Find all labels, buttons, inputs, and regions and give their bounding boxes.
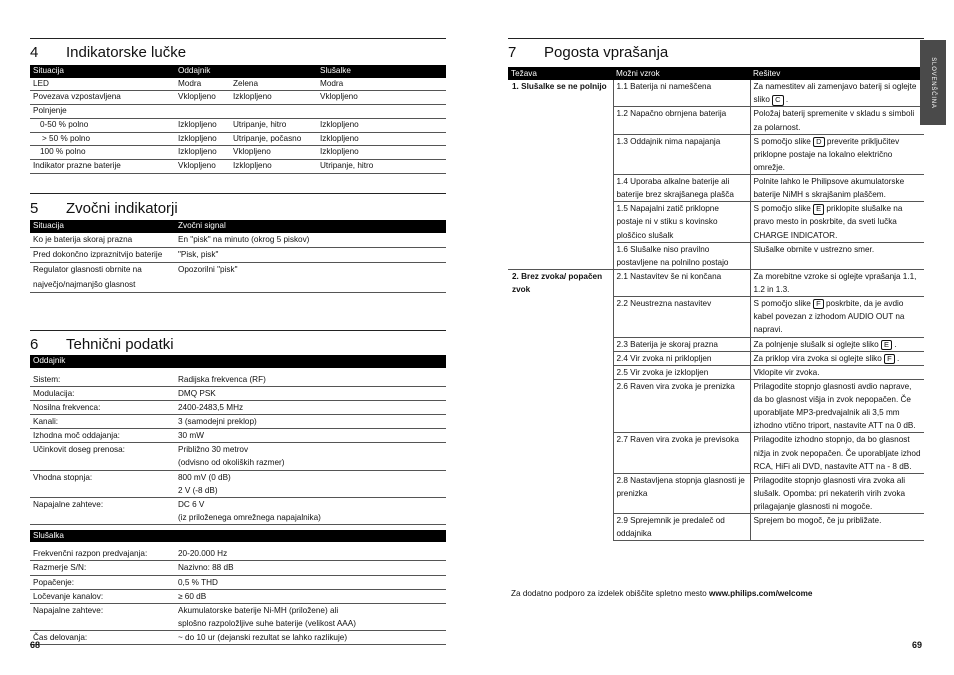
col-header: Oddajnik	[175, 65, 317, 78]
figure-ref-f: F	[813, 299, 824, 309]
spec-row: Sistem: Radijska frekvenca (RF)	[30, 373, 446, 387]
table-row: Indikator prazne baterije Vklopljeno Izklopljeno Utripanje, hitro	[30, 159, 446, 173]
spec-row: Nosilna frekvenca: 2400-2483,5 MHz	[30, 400, 446, 414]
table-row: 100 % polno Izklopljeno Vklopljeno Izklopljeno	[30, 146, 446, 160]
section-6-heading: 6 Tehnični podatki	[30, 336, 174, 353]
indicator-table	[30, 65, 446, 174]
faq-row: 2.7 Raven vira zvoka je previsoka Prilagodite izhodno stopnjo, da bo glasnost nižja in zvok nepopačen. Če uporabljate izhod RCA, HiFi ali DVD, nastavite ATT na - 8 dB.	[508, 433, 924, 473]
faq-row: 2. Brez zvoka/ popačen zvok 2.1 Nastavitev še ni končana Za morebitne vzroke si oglejte vprašanja 1.1, 1.2 in 1.3.	[508, 269, 924, 296]
spec-row: Kanali: 3 (samodejni preklop)	[30, 415, 446, 429]
support-link[interactable]: www.philips.com/welcome	[709, 589, 813, 598]
faq-row: 1.6 Slušalke niso pravilno postavljene na polnilno postajo Slušalke obrnite v ustrezno smer.	[508, 242, 924, 269]
table-header: Situacija Zvočni signal	[30, 220, 446, 233]
language-tab: SLOVENŠČINA	[920, 40, 946, 125]
table-row: Pred dokončno izpraznitvijo baterije "Pisk, pisk"	[30, 248, 446, 263]
spec-row: Napajalne zahteve: DC 6 V (iz priloženega omrežnega napajalnika)	[30, 497, 446, 524]
table-subheader: LED Modra Zelena Modra	[30, 78, 446, 91]
faq-row: 1.2 Napačno obrnjena baterija Položaj baterij spremenite v skladu s simboli za polarnost.	[508, 107, 924, 134]
faq-row: 1.4 Uporaba alkalne baterije ali baterije brez skrajšanega plašča Polnite lahko le Philipsove akumulatorske baterije NiMH s skrajšanim plaščem.	[508, 175, 924, 202]
faq-row: 2.8 Nastavljena stopnja glasnosti je prenizka Prilagodite stopnjo glasnosti vira zvoka ali slušalk. Opomba: pri nekaterih virih zvoka prilagajanje glasnosti ni mogoče.	[508, 473, 924, 513]
specs-table	[30, 355, 446, 645]
spec-row: Čas delovanja: ~ do 10 ur (dejanski rezultat se lahko razlikuje)	[30, 631, 446, 645]
faq-row: 2.2 Neustrezna nastavitev S pomočjo slike F poskrbite, da je avdio kabel povezan z izhodom AUDIO OUT na napravi.	[508, 297, 924, 337]
faq-row: 2.5 Vir zvoka je izklopljen Vklopite vir zvoka.	[508, 365, 924, 379]
figure-ref-d: D	[813, 137, 824, 147]
table-row: Polnjenje	[30, 105, 446, 119]
figure-ref-f: F	[884, 354, 895, 364]
col-header: Slušalke	[317, 65, 446, 78]
table-row: Povezava vzpostavljena Vklopljeno Izklopljeno Vklopljeno	[30, 91, 446, 105]
faq-row: 2.3 Baterija je skoraj prazna Za polnjenje slušalk si oglejte sliko E .	[508, 337, 924, 351]
section-bar: Oddajnik	[30, 355, 446, 368]
section-7-heading: 7 Pogosta vprašanja	[508, 44, 669, 61]
page-number-right: 69	[912, 640, 923, 650]
figure-ref-c: C	[772, 95, 783, 105]
faq-row: 2.9 Sprejemnik je predaleč od oddajnika Sprejem bo mogoč, če ju približate.	[508, 514, 924, 541]
divider	[508, 38, 924, 39]
divider	[30, 330, 446, 331]
table-row: > 50 % polno Izklopljeno Utripanje, počasno Izklopljeno	[30, 132, 446, 146]
spec-row: Ločevanje kanalov: ≥ 60 dB	[30, 589, 446, 603]
faq-row: 2.6 Raven vira zvoka je prenizka Prilagodite stopnjo glasnosti avdio naprave, da bo glasnost višja in zvok nepopačen. Če uporabljate MP3-predvajalnik ali 3,5 mm izhodno vtično triport, nastavite ATT na 0 dB.	[508, 379, 924, 433]
spec-row: Napajalne zahteve: Akumulatorske baterije Ni-MH (priložene) ali splošno razpoložljive suhe baterije (velikost AAA)	[30, 603, 446, 630]
divider	[30, 38, 446, 39]
faq-row: 1. Slušalke se ne polnijo 1.1 Baterija ni nameščena Za namestitev ali zamenjavo baterij si oglejte sliko C .	[508, 80, 924, 107]
table-row: 0-50 % polno Izklopljeno Utripanje, hitro Izklopljeno	[30, 118, 446, 132]
section-5-heading: 5 Zvočni indikatorji	[30, 200, 178, 217]
table-header: Težava Možni vzrok Rešitev	[508, 67, 924, 80]
spec-row: Učinkovit doseg prenosa: Približno 30 metrov (odvisno od okoliških razmer)	[30, 443, 446, 470]
col-header: Situacija	[30, 65, 175, 78]
section-bar: Slušalka	[30, 530, 446, 543]
spec-row: Izhodna moč oddajanja: 30 mW	[30, 429, 446, 443]
spec-row: Vhodna stopnja: 800 mV (0 dB) 2 V (-8 dB)	[30, 470, 446, 497]
table-row: Ko je baterija skoraj prazna En "pisk" na minuto (okrog 5 piskov)	[30, 233, 446, 248]
figure-ref-e: E	[813, 204, 824, 214]
faq-row: 1.3 Oddajnik nima napajanja S pomočjo slike D preverite priključitev priklopne postaje na lokalno električno omrežje.	[508, 134, 924, 174]
divider	[30, 193, 446, 194]
sound-indicator-table	[30, 220, 446, 293]
faq-row: 1.5 Napajalni zatič priklopne postaje ni v stiku s kovinsko ploščico slušalk S pomočjo slike E priklopite slušalke na pravo mesto in poskrbite, da sveti lučka CHARGE INDICATOR.	[508, 202, 924, 242]
page-number-left: 68	[30, 640, 41, 650]
spec-row: Popačenje: 0,5 % THD	[30, 575, 446, 589]
faq-row: 2.4 Vir zvoka ni priklopljen Za priklop vira zvoka si oglejte sliko F .	[508, 351, 924, 365]
section-4-heading: 4 Indikatorske lučke	[30, 44, 187, 61]
table-header	[30, 65, 446, 78]
figure-ref-e: E	[881, 340, 892, 350]
support-note: Za dodatno podporo za izdelek obiščite spletno mesto www.philips.com/welcome	[511, 589, 813, 598]
faq-table	[508, 67, 924, 541]
table-row: Regulator glasnosti obrnite na največjo/najmanjšo glasnost Opozorilni "pisk"	[30, 263, 446, 293]
spec-row: Razmerje S/N: Nazivno: 88 dB	[30, 561, 446, 575]
spec-row: Frekvenčni razpon predvajanja: 20-20.000 Hz	[30, 547, 446, 561]
spec-row: Modulacija: DMQ PSK	[30, 386, 446, 400]
